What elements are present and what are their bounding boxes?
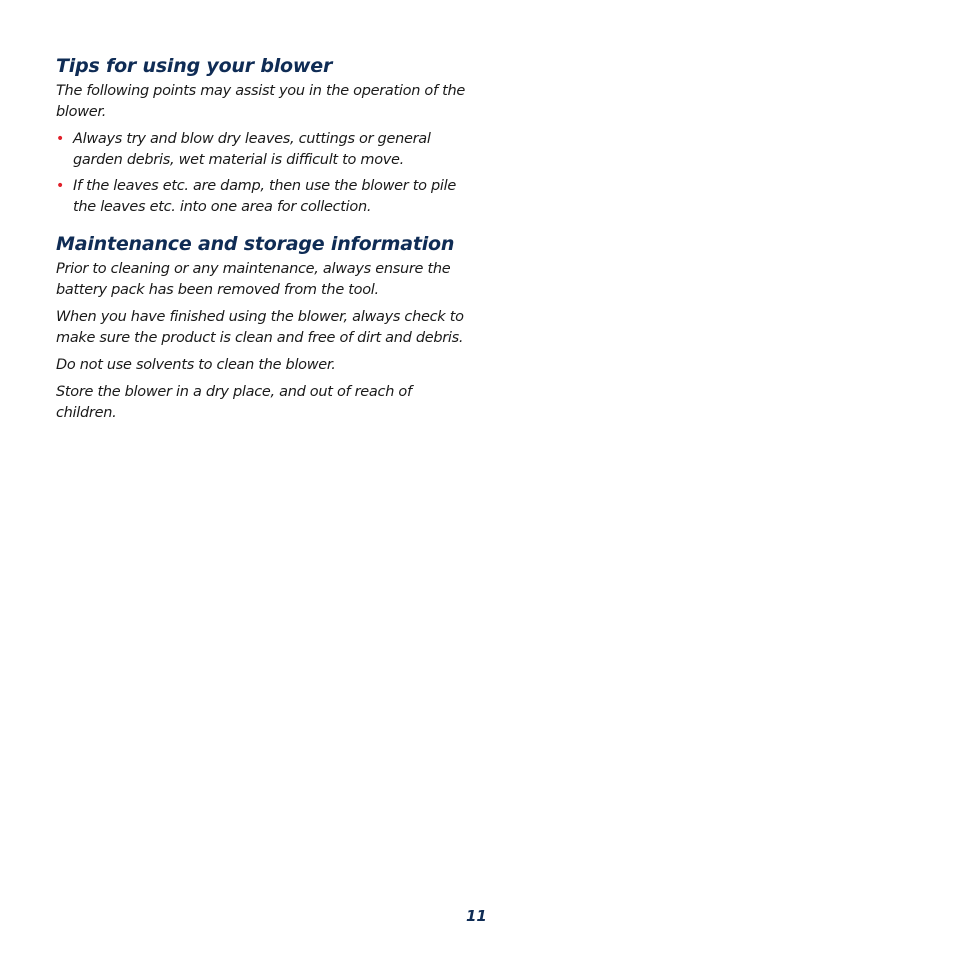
page-number: 11 [466, 907, 487, 925]
bullet-text: Always try and blow dry leaves, cuttings or general garden debris, wet material is difficult to move. [73, 131, 431, 168]
tips-bullet-list [56, 129, 466, 218]
list-item [56, 176, 466, 218]
maintenance-heading: Maintenance and storage information [56, 233, 455, 255]
bullet-text: If the leaves etc. are damp, then use the blower to pile the leaves etc. into one area for collection. [73, 178, 456, 215]
maintenance-paragraph: Prior to cleaning or any maintenance, always ensure the battery pack has been removed from the tool. [56, 261, 451, 298]
maintenance-paragraph: Do not use solvents to clean the blower. [56, 357, 336, 373]
bullet-dot-icon: • [56, 131, 64, 147]
maintenance-paragraph: When you have finished using the blower, always check to make sure the product is clean and free of dirt and debris. [56, 309, 464, 346]
content-column [56, 54, 466, 430]
bullet-dot-icon: • [56, 178, 64, 194]
tips-intro: The following points may assist you in the operation of the blower. [56, 83, 465, 120]
tips-heading: Tips for using your blower [56, 55, 333, 77]
maintenance-paragraph: Store the blower in a dry place, and out of reach of children. [56, 384, 412, 421]
list-item [56, 129, 466, 171]
